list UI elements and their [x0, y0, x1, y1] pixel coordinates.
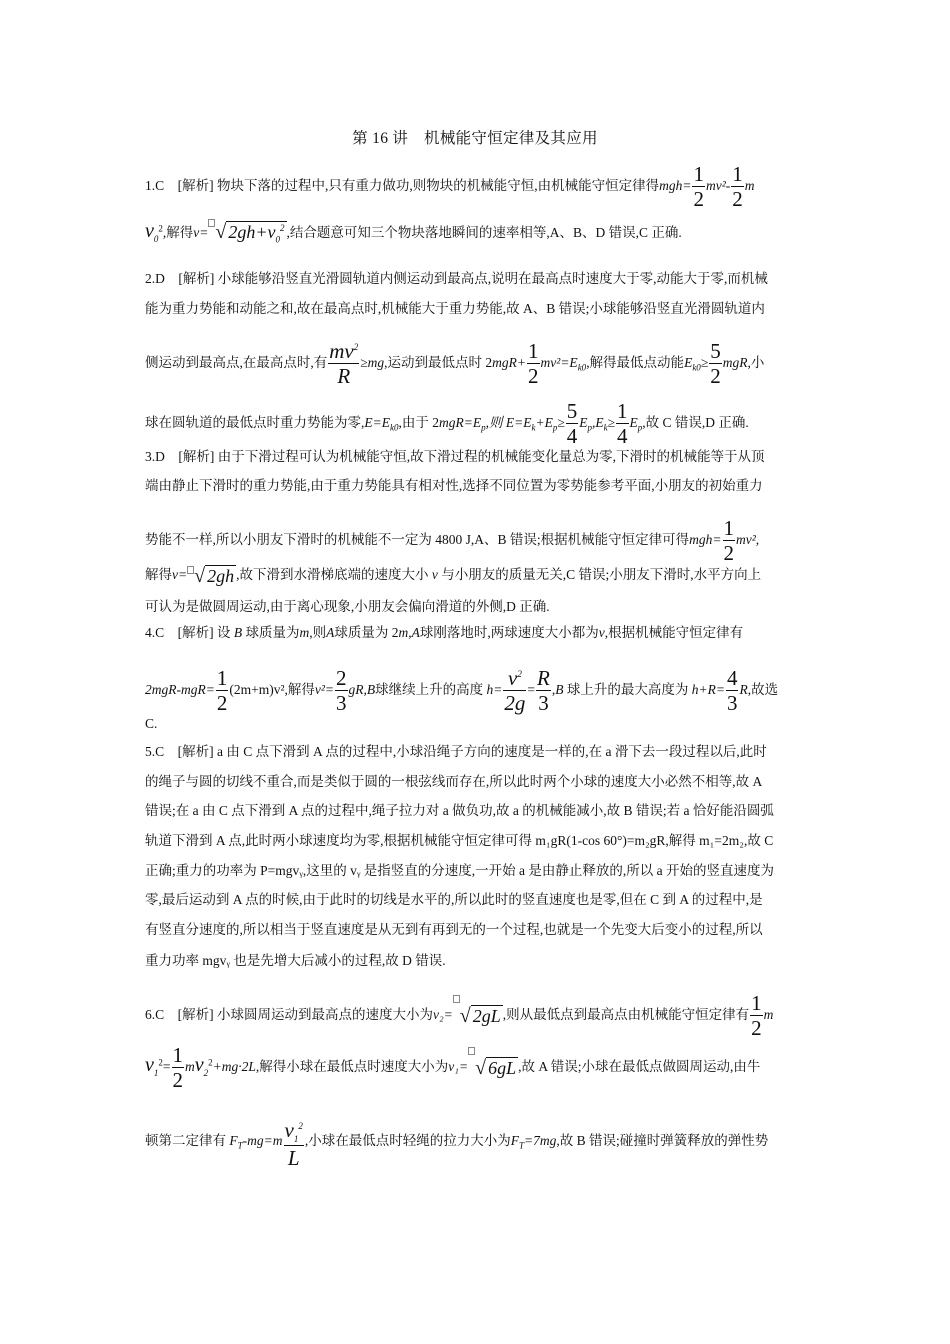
q3-line-4	[145, 564, 761, 587]
q3-text-c: ,故下滑到水滑梯底端的速度大小	[236, 567, 429, 582]
q5-line-4: 轨道下滑到 A 点,此时两小球速度均为零,根据机械能守恒定律可得 m₁gR(1-cos 60°)=m₂gR,解得 m₁=2m₂,故 C	[145, 833, 774, 848]
sqrt-expression: √ $2gh+v_0^2$	[215, 221, 285, 245]
q6-text-c: ,解得小球在最低点时速度大小为	[255, 1059, 449, 1075]
placeholder-box-icon	[468, 1047, 475, 1055]
q2-text-e: 球在圆轨道的最低点时重力势能为零,	[145, 415, 365, 431]
math-veq: v=	[172, 567, 188, 582]
q5-line-3: 错误;在 a 由 C 点下滑到 A 点的过程中,绳子拉力对 a 做负功,故 a 的机械能减小,故 B 错误;若 a 恰好能沿圆弧	[145, 803, 774, 818]
q5-line-7: 有竖直分速度的,所以相当于竖直速度是从无到有再到无的一个过程,也就是一个先变大后变小的过程,所以	[145, 922, 763, 937]
q2-line-3	[145, 341, 764, 387]
frac-half: $\frac{1}{2}$	[732, 162, 743, 211]
math-mgr: mgR+	[492, 355, 527, 371]
q2-line-1: 2.D [解析] 小球能够沿竖直光滑圆轨道内侧运动到最高点,说明在最高点时速度大于零,动能大于零,而机械	[145, 271, 768, 286]
q4-text-c: ,则	[309, 625, 327, 640]
q6-line-3	[145, 1120, 768, 1169]
frac-v1sq-over-l: $\frac{v_1^2}{L}$	[284, 1118, 303, 1171]
q3-line-2: 端由静止下滑时的重力势能,由于重力势能具有相对性,选择不同位置为零势能参考平面,小朋友的初始重力	[145, 478, 763, 493]
frac-half: $\frac{1}{2}$	[723, 516, 734, 565]
math-m: m	[763, 1007, 774, 1023]
math-m: m	[185, 1059, 195, 1075]
math-e-ek-ep: ,则 $E=E_k+E_p\ge$	[485, 415, 565, 433]
math-mv2-ek: $mv^2=E_{k0}$	[540, 355, 587, 373]
frac-half: $\frac{1}{2}$	[528, 339, 539, 388]
math-ft7: $F_T=7mg$	[510, 1133, 557, 1151]
math-b: B	[233, 625, 243, 640]
frac-half: $\frac{1}{2}$	[172, 1043, 184, 1092]
q3-line-1: 3.D [解析] 由于下滑过程可认为机械能守恒,故下滑过程的机械能变化量总为零,下滑时的机械能等于从顶	[145, 449, 765, 464]
math-v2eq: v²=	[314, 682, 335, 698]
q2-text-f: ,由于 2	[398, 415, 439, 431]
frac-half: $\frac{1}{2}$	[751, 991, 762, 1040]
q2-text-c: ,解得最低点动能	[586, 355, 685, 371]
math-v1-sup: 2	[158, 1057, 163, 1068]
q5-line-1: 5.C [解析] a 由 C 点下滑到 A 点的过程中,小球沿绳子方向的速度是一样的,在 a 滑下去一段过程以后,此时	[145, 744, 767, 759]
math-v2-eq: v₂=	[433, 1007, 453, 1023]
math-m: m	[398, 625, 409, 640]
q5-line-8: 重力功率 mgvᵧ 也是先增大后减小的过程,故 D 错误.	[145, 953, 446, 968]
q6-text-b: ,则从最低点到最高点由机械能守恒定律有	[502, 1007, 750, 1023]
q6-line-1	[145, 993, 773, 1039]
q1-text-b: ,解得	[162, 224, 194, 240]
q2-text-a: 侧运动到最高点,在最高点时,有	[145, 355, 328, 371]
math-eq: =	[162, 1059, 171, 1075]
frac-four-thirds: $\frac{4}{3}$	[726, 666, 738, 715]
math-mv2b: mv²,	[736, 532, 760, 548]
frac-five-half: $\frac{5}{2}$	[710, 339, 721, 388]
math-b: B	[555, 682, 564, 698]
q3-text-d: 与小朋友的质量无关,C 错误;小朋友下滑时,水平方向上	[441, 567, 762, 582]
math-ek0: $E_{k0}\ge$	[684, 355, 709, 373]
q4-text-i: 球上升的最大高度为	[566, 682, 689, 698]
q6-text-g: ,故 B 错误;碰撞时弹簧释放的弹性势	[556, 1133, 769, 1149]
math-v: v	[431, 567, 438, 582]
q6-line-2	[145, 1045, 760, 1091]
math-b: B	[366, 682, 376, 698]
math-v0-sup: 2	[158, 223, 163, 234]
math-m: m	[744, 178, 755, 194]
q4-line-2	[145, 668, 778, 714]
frac-v2-over-2g: $\frac{v^2}{2g}$	[504, 666, 526, 715]
math-a: A	[326, 625, 335, 640]
sqrt-2gh: √ 2gh	[194, 564, 235, 587]
math-eq: =	[527, 682, 536, 698]
q2-line-2: 能为重力势能和动能之和,故在最高点时,机械能大于重力势能,故 A、B 错误;小球能够沿竖直光滑圆轨道内	[145, 301, 765, 316]
q4-text-j: ,故选	[747, 682, 779, 698]
math-comma: ,	[551, 682, 556, 698]
q6-text-a: 6.C [解析] 小球圆周运动到最高点的速度大小为	[145, 1007, 433, 1023]
q4-text-e: 球刚落地时,两球速度大小都为	[419, 625, 599, 640]
math-mgh2: mgh=	[689, 532, 722, 548]
q5-line-6: 零,最后运动到 A 点的时候,由于此时的切线是水平的,所以此时的竖直速度也是零,但在 C 到 A 的过程中,是	[145, 892, 763, 907]
q2-line-4	[145, 401, 749, 447]
math-energy-eq: 2mgR-mgR=	[145, 682, 215, 698]
q3-text-b: 解得	[145, 567, 172, 582]
math-ep: $E_p$	[629, 415, 643, 433]
math-veq: v=	[193, 224, 209, 240]
q5-line-2: 的绳子与圆的切线不重合,而是类似于圆的一根弦线而存在,所以此时两个小球的速度大小必然不相等,故 A	[145, 774, 763, 789]
sqrt-2gl: √ 2gL	[459, 1005, 501, 1027]
math-v1-eq: v₁=	[448, 1059, 469, 1075]
q1-line-2	[145, 217, 682, 251]
q4-text-g: ,解得	[284, 682, 315, 698]
q2-text-g: ,故 C 错误,D 正确.	[642, 415, 749, 431]
math-gr: gR,	[348, 682, 367, 698]
math-comma: ,	[408, 625, 412, 640]
frac-one-quarter: $\frac{1}{4}$	[617, 399, 628, 448]
math-v2: $v_2$	[194, 1054, 209, 1079]
q4-text-f: ,根据机械能守恒定律有	[604, 625, 744, 640]
math-e-ek0: $E=E_{k0}$	[364, 415, 399, 433]
q5-line-5: 正确;重力的功率为 P=mgvᵧ,这里的 vᵧ 是指竖直的分速度,一开始 a 是由静止释放的,所以 a 开始的竖直速度为	[145, 863, 775, 878]
math-v1: $v_1$	[145, 1054, 159, 1079]
math-r: R	[739, 682, 748, 698]
math-h-eq: h=	[486, 682, 503, 698]
frac-two-thirds: $\frac{2}{3}$	[336, 666, 347, 715]
q4-line-3: C.	[145, 716, 158, 731]
math-ep-ek: $E_p,E_k\ge$	[579, 415, 616, 433]
math-h-plus-r: h+R=	[691, 682, 725, 698]
math-mgr-ep: $mgR=E_p$	[438, 415, 486, 433]
placeholder-box-icon	[453, 995, 460, 1003]
q4-text-b: 球质量为	[245, 625, 300, 640]
math-mgr2: mgR	[722, 355, 748, 371]
q4-text-a: 4.C [解析] 设	[145, 625, 231, 640]
q4-line-1	[145, 622, 743, 644]
math-v2-sup: 2	[208, 1057, 213, 1068]
frac-r-over-3: $\frac{R}{3}$	[537, 666, 550, 715]
math-ft: $F_T$	[229, 1133, 243, 1151]
q6-text-e: 顿第二定律有	[145, 1133, 226, 1149]
q3-text-a: 势能不一样,所以小朋友下滑时的机械能不一定为 4800 J,A、B 错误;根据机械能守恒定律可得	[145, 532, 690, 548]
q1-text-a: 1.C [解析] 物块下落的过程中,只有重力做功,则物块的机械能守恒,由机械能守恒定律得	[145, 178, 660, 194]
math-energy-rhs: (2m+m)v²	[229, 682, 285, 698]
q1-line-1	[145, 164, 755, 210]
q4-text-d: 球质量为 2	[334, 625, 399, 640]
math-newton: -mg=m	[242, 1133, 283, 1149]
math-m: m	[299, 625, 310, 640]
q4-text-h: 球继续上升的高度	[375, 682, 484, 698]
q2-text-d: ,小	[747, 355, 765, 371]
q1-text-c: ,结合题意可知三个物块落地瞬间的速率相等,A、B、D 错误,C 正确.	[286, 224, 682, 240]
math-v0: $v_0$	[145, 219, 159, 244]
frac-half: $\frac{1}{2}$	[216, 666, 228, 715]
q3-line-5: 可认为是做圆周运动,由于离心现象,小朋友会偏向滑道的外侧,D 正确.	[145, 599, 550, 614]
math-mv2: mv²-	[705, 178, 731, 194]
frac-half: $\frac{1}{2}$	[693, 162, 704, 211]
frac-five-quarter: $\frac{5}{4}$	[566, 399, 578, 448]
math-v: v	[598, 625, 605, 640]
q6-text-f: ,小球在最低点时轻绳的拉力大小为	[304, 1133, 511, 1149]
sqrt-6gl: √ 6gL	[475, 1057, 517, 1079]
frac-mv2-over-r: $\frac{mv^2}{R}$	[329, 339, 359, 388]
math-geq-mg: ≥mg	[360, 355, 385, 371]
q6-text-d: ,故 A 错误;小球在最低点做圆周运动,由牛	[518, 1059, 761, 1075]
q2-text-b: ,运动到最低点时 2	[384, 355, 493, 371]
placeholder-box-icon	[208, 219, 215, 227]
placeholder-box-icon	[187, 566, 194, 574]
math-a: A	[411, 625, 420, 640]
math-mg2l: +mg·2L	[212, 1059, 256, 1075]
page-title: 第 16 讲 机械能守恒定律及其应用	[352, 130, 598, 147]
q3-line-3	[145, 518, 759, 564]
math-mgh: mgh=	[659, 178, 692, 194]
